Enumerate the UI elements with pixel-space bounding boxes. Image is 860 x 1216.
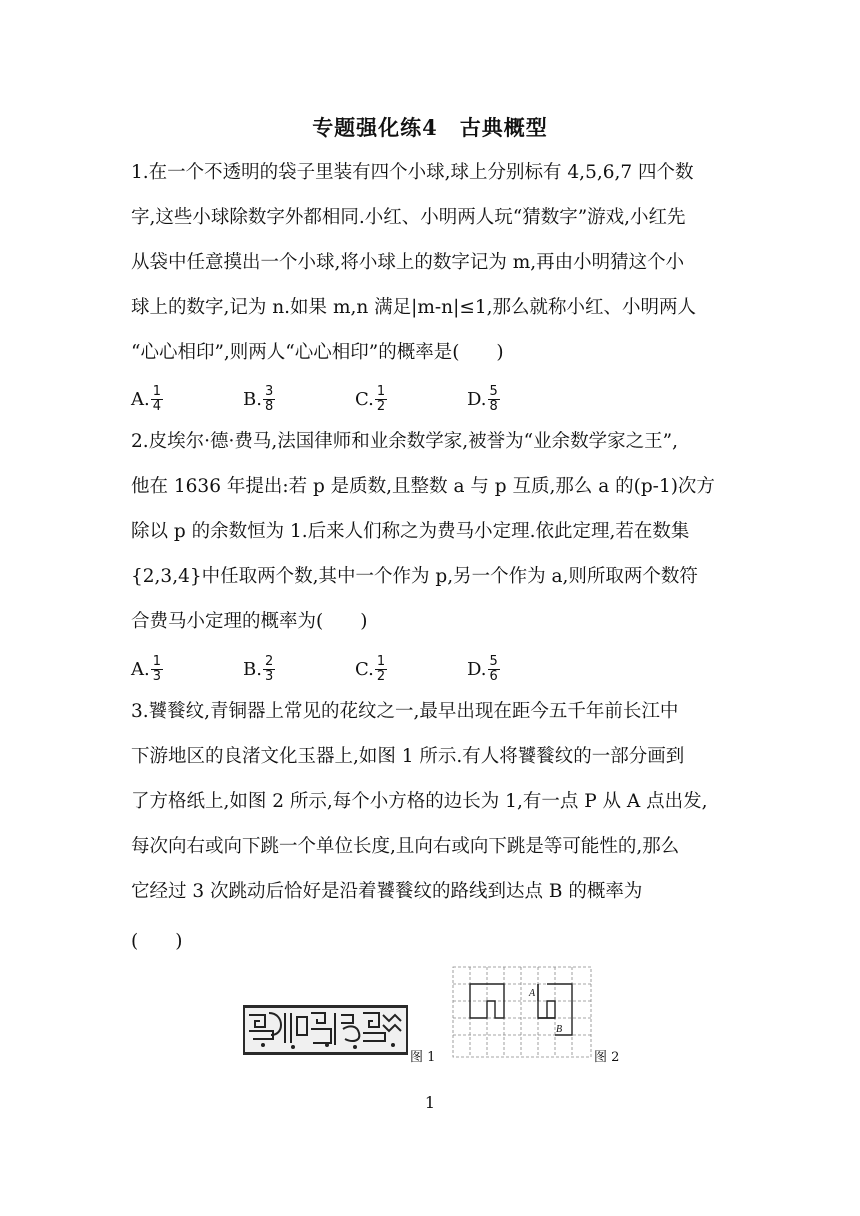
q2-option-c: C. $\frac{1}{2}$ — [355, 653, 386, 684]
q1-line-4: 球上的数字,记为 n.如果 m,n 满足|m-n|≤1,那么就称小红、小明两人 — [131, 297, 696, 318]
page-title: 专题强化练4 古典概型 — [312, 115, 548, 140]
fraction: $\frac{1}{2}$ — [376, 383, 386, 414]
fraction: $\frac{3}{8}$ — [264, 383, 274, 414]
q2-option-d: D. $\frac{5}{6}$ — [467, 653, 498, 684]
point-b-label: B — [556, 1024, 563, 1035]
q3-line-4: 每次向右或向下跳一个单位长度,且向右或向下跳是等可能性的,那么 — [131, 836, 680, 857]
fraction: $\frac{1}{4}$ — [152, 383, 162, 414]
figure-1-label: 图 1 — [410, 1050, 436, 1065]
q2-line-1: 2.皮埃尔·德·费马,法国律师和业余数学家,被誉为“业余数学家之王”, — [131, 431, 678, 452]
q2-line-2: 他在 1636 年提出:若 p 是质数,且整数 a 与 p 互质,那么 a 的(p-1)次方 — [131, 476, 715, 497]
q3-line-3: 了方格纸上,如图 2 所示,每个小方格的边长为 1,有一点 P 从 A 点出发, — [131, 791, 708, 812]
q1-option-a: A. $\frac{1}{4}$ — [131, 383, 162, 414]
fraction: $\frac{2}{3}$ — [264, 653, 274, 684]
q1-line-5: “心心相印”,则两人“心心相印”的概率是( ) — [131, 342, 504, 363]
q2-option-a: A. $\frac{1}{3}$ — [131, 653, 162, 684]
q2-option-b: B. $\frac{2}{3}$ — [243, 653, 274, 684]
q2-line-4: {2,3,4}中任取两个数,其中一个作为 p,另一个作为 a,则所取两个数符 — [131, 566, 698, 587]
figure-2-label: 图 2 — [594, 1050, 620, 1065]
q2-line-3: 除以 p 的余数恒为 1.后来人们称之为费马小定理.依此定理,若在数集 — [131, 521, 690, 542]
taotie-pattern-figure — [243, 1005, 408, 1055]
grid-pattern-figure — [452, 966, 592, 1058]
page-number: 1 — [424, 1093, 436, 1112]
q1-line-3: 从袋中任意摸出一个小球,将小球上的数字记为 m,再由小明猜这个小 — [131, 252, 685, 273]
q3-line-6: ( ) — [131, 931, 183, 952]
q1-line-1: 1.在一个不透明的袋子里装有四个小球,球上分别标有 4,5,6,7 四个数 — [131, 162, 694, 183]
q2-line-5: 合费马小定理的概率为( ) — [131, 611, 368, 632]
fraction: $\frac{1}{2}$ — [376, 653, 386, 684]
q3-line-5: 它经过 3 次跳动后恰好是沿着饕餮纹的路线到达点 B 的概率为 — [131, 881, 643, 902]
point-a-label: A — [529, 988, 536, 999]
fraction: $\frac{5}{6}$ — [489, 653, 498, 684]
fraction: $\frac{1}{3}$ — [152, 653, 162, 684]
q1-option-d: D. $\frac{5}{8}$ — [467, 383, 498, 414]
q3-line-1: 3.饕餮纹,青铜器上常见的花纹之一,最早出现在距今五千年前长江中 — [131, 701, 679, 722]
q3-line-2: 下游地区的良渚文化玉器上,如图 1 所示.有人将饕餮纹的一部分画到 — [131, 746, 685, 767]
fraction: $\frac{5}{8}$ — [489, 383, 498, 414]
q1-option-b: B. $\frac{3}{8}$ — [243, 383, 274, 414]
q1-line-2: 字,这些小球除数字外都相同.小红、小明两人玩“猜数字”游戏,小红先 — [131, 207, 686, 228]
q1-option-c: C. $\frac{1}{2}$ — [355, 383, 386, 414]
